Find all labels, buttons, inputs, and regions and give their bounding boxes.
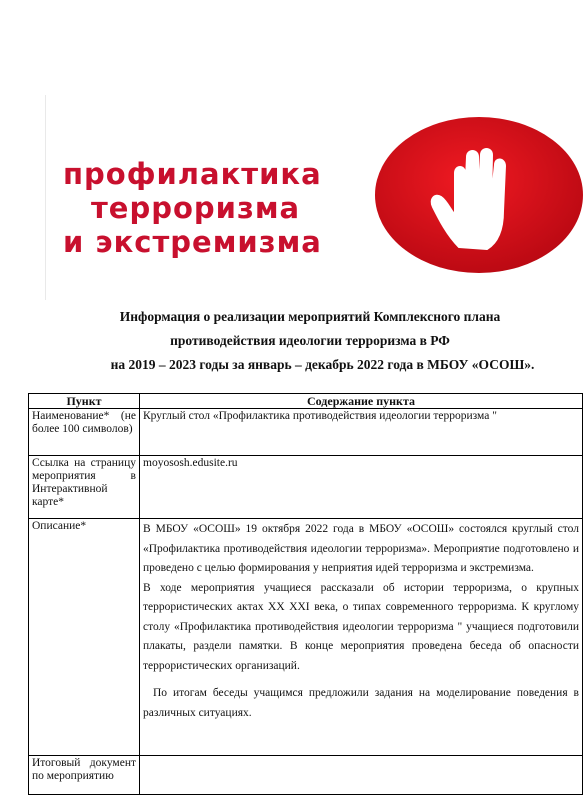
description-paragraph-2: В ходе мероприятия учащиеся рассказали об истории терроризма, о крупных террористических актах XX XXI века, о типах современного терроризма. К круглому столу «Профилактика противодействия идеологии терроризма " учащиеся подготовили плакаты, раздели памятки. В конце мероприятия проведена беседа об опасности террористических организаций.	[143, 581, 579, 672]
table-header-row	[29, 394, 583, 409]
row-label-link: Ссылка на страницу мероприятия в Интерактивной карте*	[29, 456, 140, 519]
row-value-document	[140, 756, 583, 795]
row-label-document: Итоговый документ по мероприятию	[29, 756, 140, 795]
table-row	[29, 409, 583, 456]
row-value-description	[140, 519, 583, 756]
row-label-description: Описание*	[29, 519, 140, 756]
banner-line-1: профилактика	[63, 157, 322, 191]
table-row	[29, 456, 583, 519]
description-paragraph-3: По итогам беседы учащимся предложили задания на моделирование поведения в различных ситуациях.	[143, 687, 579, 719]
banner-line-2: терроризма	[91, 191, 301, 225]
stop-hand-icon	[373, 115, 585, 275]
heading-line-3: на 2019 – 2023 годы за январь – декабрь 2022 года в МБОУ «ОСОШ».	[110, 357, 535, 372]
row-value-name: Круглый стол «Профилактика противодействия идеологии терроризма "	[140, 409, 583, 456]
document-heading	[0, 305, 585, 377]
heading-line-1: Информация о реализации мероприятий Комплексного плана	[119, 309, 501, 324]
description-paragraph-1: В МБОУ «ОСОШ» 19 октября 2022 года в МБОУ «ОСОШ» состоялся круглый стол «Профилактика противодействия идеологии терроризма». Мероприятие подготовлено и проведено с целью формирования у неприятия идей терроризма и экстремизма.	[143, 523, 579, 574]
banner	[45, 95, 585, 300]
info-table	[28, 393, 583, 795]
row-label-name: Наименование* (не более 100 символов)	[29, 409, 140, 456]
banner-edge	[45, 95, 46, 300]
banner-line-3: и экстремизма	[63, 225, 322, 259]
header-content: Содержание пункта	[140, 394, 583, 409]
header-point: Пункт	[29, 394, 140, 409]
table-row	[29, 519, 583, 756]
table-row	[29, 756, 583, 795]
banner-title	[63, 157, 322, 259]
row-value-link[interactable]: moyososh.edusite.ru	[140, 456, 583, 519]
heading-line-2: противодействия идеологии терроризма в РФ	[170, 333, 450, 348]
